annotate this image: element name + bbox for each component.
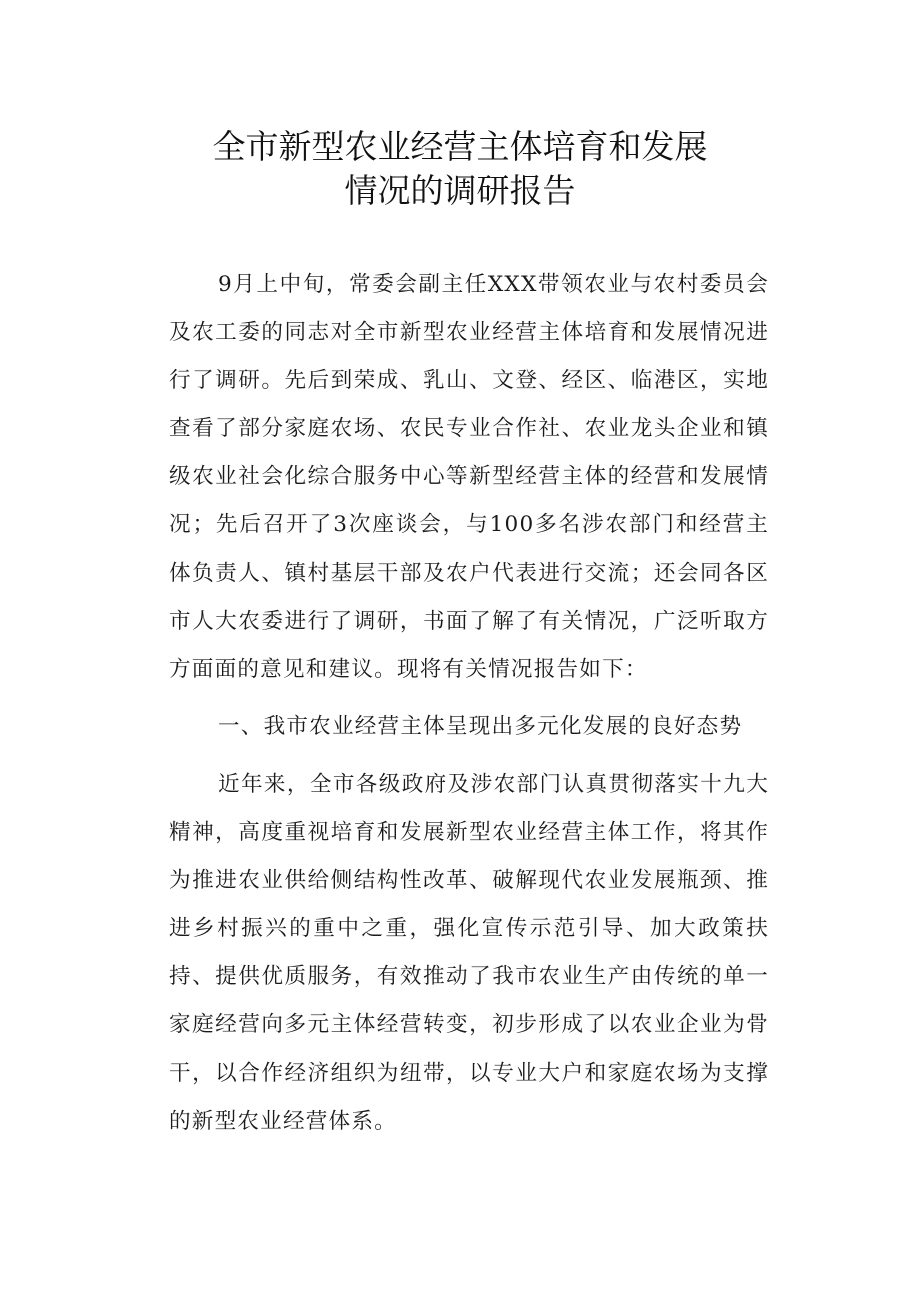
report-title-line-2: 情况的调研报告 — [344, 171, 576, 210]
report-title-line-1: 全市新型农业经营主体培育和发展 — [212, 127, 708, 166]
intro-paragraph: 9月上中旬，常委会副主任XXX带领农业与农村委员会及农工委的同志对全市新型农业经营主体培育和发展情况进行了调研。先后到荣成、乳山、文登、经区、临港区，实地查看了部分家庭农场、农民专业合作社、农业龙头企业和镇级农业社会化综合服务中心等新型经营主体的经营和发展情况；先后召开了3次座谈会，与100多名涉农部门和经营主体负责人、镇村基层干部及农户代表进行交流；还会同各区市人大农委进行了调研，书面了解了有关情况，广泛听取方方面面的意见和建议。现将有关情况报告如下： — [169, 272, 769, 682]
section-1-paragraph: 近年来，全市各级政府及涉农部门认真贯彻落实十九大精神，高度重视培育和发展新型农业经营主体工作，将其作为推进农业供给侧结构性改革、破解现代农业发展瓶颈、推进乡村振兴的重中之重，强化宣传示范引导、加大政策扶持、提供优质服务，有效推动了我市农业生产由传统的单一家庭经营向多元主体经营转变，初步形成了以农业企业为骨干，以合作经济组织为纽带，以专业大户和家庭农场为支撑的新型农业经营体系。 — [169, 772, 769, 1134]
section-heading-1: 一、我市农业经营主体呈现出多元化发展的良好态势 — [218, 714, 743, 739]
